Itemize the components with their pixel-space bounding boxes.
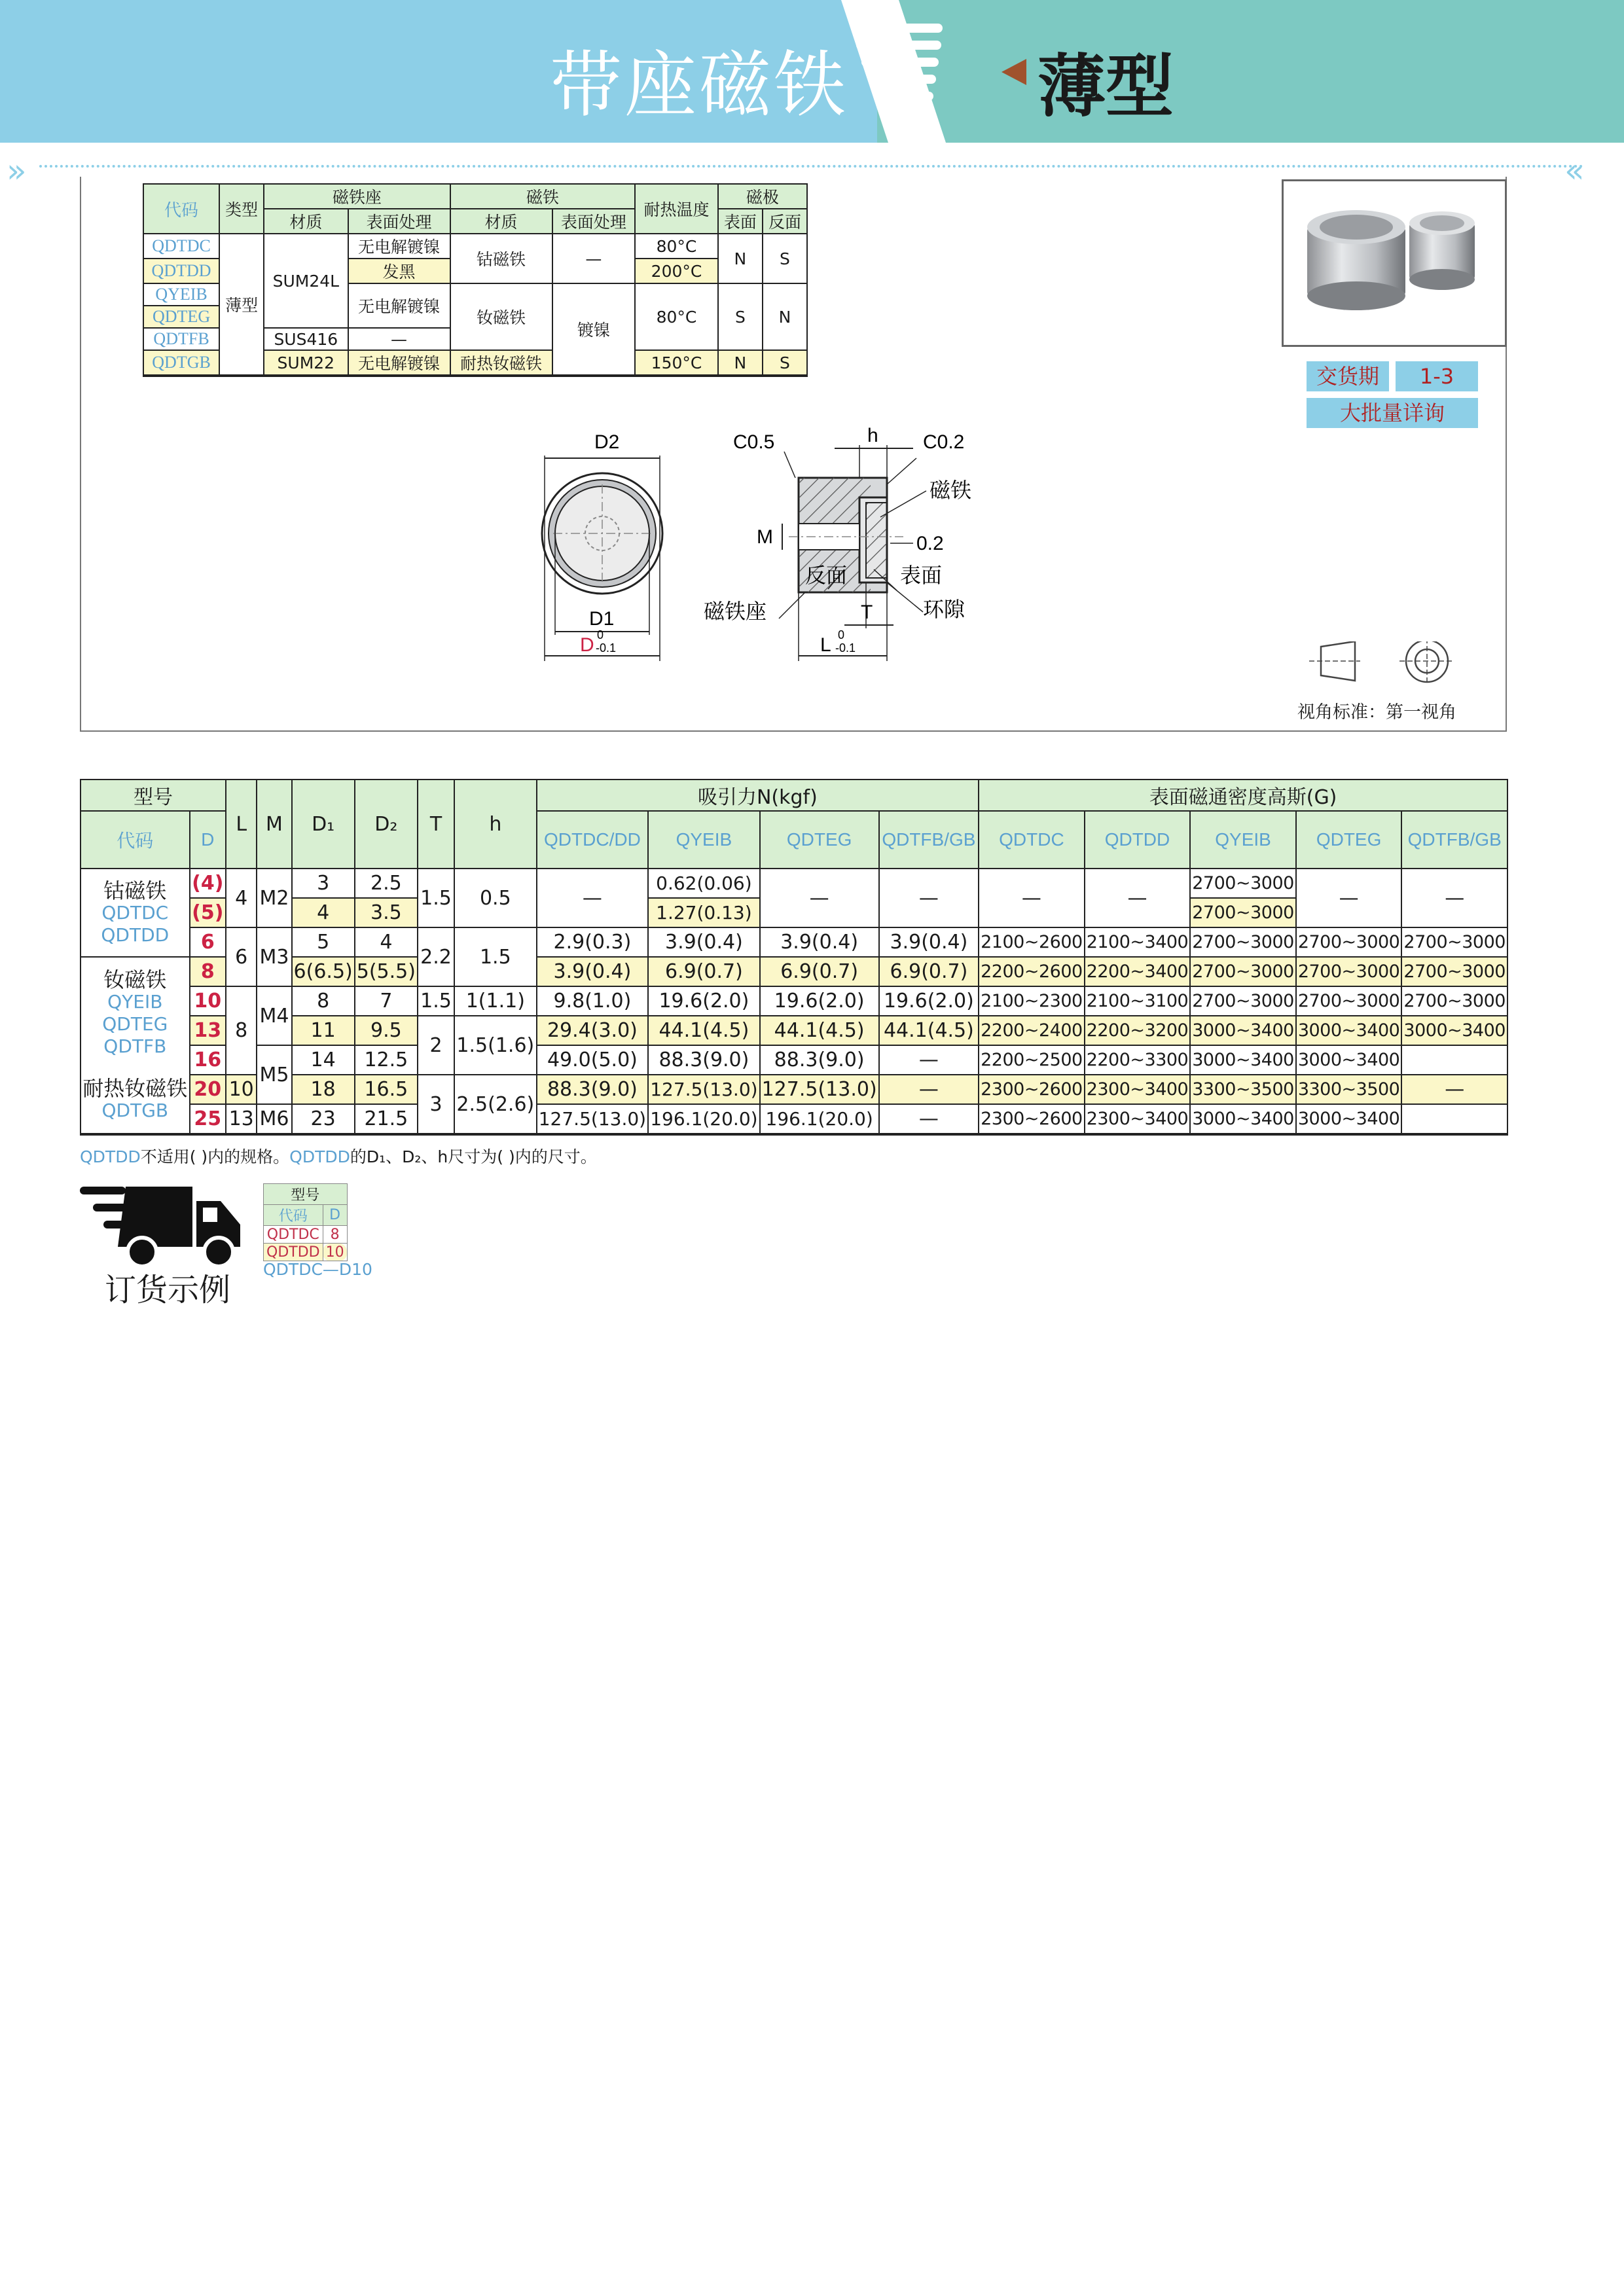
row-flux: 2700~3000 — [1401, 986, 1507, 1016]
spec-header-type: 类型 — [219, 184, 264, 234]
order-mini-code-header: 代码 — [264, 1205, 323, 1226]
group-cobalt — [81, 869, 190, 957]
spec-magnet-surface: — — [552, 234, 636, 283]
spec-header-pole: 磁极 — [718, 184, 807, 209]
row-m: M5 — [257, 1045, 291, 1104]
header-m: M — [257, 780, 291, 869]
row-m: M4 — [257, 986, 291, 1045]
row-flux: 2200~2600 — [979, 957, 1085, 986]
spec-pole-surface: S — [718, 283, 763, 350]
spec-seat-material: SUS416 — [264, 328, 348, 350]
header-flux-col: QDTDD — [1085, 811, 1191, 869]
label-d: D — [580, 634, 594, 656]
row-flux: — — [1401, 1075, 1507, 1104]
row-d: 10 — [190, 986, 226, 1016]
main-spec-table — [80, 779, 1508, 1136]
row-force: — — [879, 1075, 979, 1104]
spec-pole-back: S — [763, 234, 807, 283]
row-d2: 2.5 — [355, 869, 418, 898]
row-t: 2 — [418, 1016, 454, 1075]
header-flux-col: QDTFB/GB — [1401, 811, 1507, 869]
row-force: — — [879, 1045, 979, 1075]
row-d: 8 — [190, 957, 226, 986]
footnote-text: 不适用( )内的规格。 — [140, 1147, 290, 1166]
row-force: 88.3(9.0) — [648, 1045, 759, 1075]
row-d: 13 — [190, 1016, 226, 1045]
spec-code: QDTDC — [143, 234, 219, 259]
row-flux: — — [979, 869, 1085, 927]
delivery-value: 1-3 — [1396, 361, 1478, 391]
row-d2: 12.5 — [355, 1045, 418, 1075]
table-footnote — [80, 1144, 597, 1168]
row-force: — — [879, 869, 979, 927]
header-d: D — [190, 811, 226, 869]
spec-header-code: 代码 — [143, 184, 219, 234]
order-mini-header: 型号 — [264, 1184, 348, 1205]
row-d2: 3.5 — [355, 898, 418, 927]
header-l: L — [226, 780, 257, 869]
bulk-inquiry-label: 大批量详询 — [1307, 398, 1478, 428]
row-t: 3 — [418, 1075, 454, 1134]
row-force: — — [537, 869, 649, 927]
spec-seat-surface: 发黑 — [348, 259, 450, 283]
row-d: 16 — [190, 1045, 226, 1075]
row-flux: 2100~3100 — [1085, 986, 1191, 1016]
order-mini-d-header: D — [323, 1205, 347, 1226]
header-force-col: QDTFB/GB — [879, 811, 979, 869]
spec-magnet-surface: 镀镍 — [552, 283, 636, 376]
row-force: 0.62(0.06) — [648, 869, 759, 898]
delivery-label: 交货期 — [1307, 361, 1389, 391]
view-standard-label: 视角标准：第一视角 — [1297, 702, 1456, 723]
triangle-pointer-icon — [1001, 59, 1026, 85]
row-flux: 2200~3400 — [1085, 957, 1191, 986]
label-l-tol-bot: -0.1 — [835, 641, 856, 655]
header-force-col: QDTDC/DD — [537, 811, 649, 869]
chevron-left-icon: « — [1564, 152, 1585, 190]
row-flux: — — [1401, 869, 1507, 927]
spec-temp: 200°C — [635, 259, 718, 283]
row-force: 19.6(2.0) — [648, 986, 759, 1016]
row-d2: 7 — [355, 986, 418, 1016]
header-flux-col: QDTEG — [1296, 811, 1402, 869]
label-clearance: 环隙 — [923, 598, 965, 621]
row-h: 1.5 — [454, 927, 537, 986]
row-l: 8 — [226, 986, 257, 1075]
footnote-code: QDTDD — [289, 1147, 350, 1166]
footnote-text: 的D₁、D₂、h尺寸为( )内的尺寸。 — [350, 1147, 597, 1166]
row-flux: 2300~2600 — [979, 1075, 1085, 1104]
row-flux: 2200~2400 — [979, 1016, 1085, 1045]
row-flux: 2700~3000 — [1296, 927, 1402, 957]
row-flux: 2700~3000 — [1190, 957, 1296, 986]
row-d2: 16.5 — [355, 1075, 418, 1104]
label-d2: D2 — [594, 431, 620, 453]
row-flux: 3000~3400 — [1190, 1016, 1296, 1045]
row-d: 6 — [190, 927, 226, 957]
header-force-col: QDTEG — [760, 811, 879, 869]
spec-temp: 150°C — [635, 350, 718, 376]
technical-drawing — [537, 419, 1021, 681]
row-d: 25 — [190, 1104, 226, 1134]
spec-header-pole-surface: 表面 — [718, 209, 763, 234]
group-code: QDTGB — [101, 1100, 169, 1121]
spec-header-magnet-surface: 表面处理 — [552, 209, 636, 234]
row-d1: 11 — [292, 1016, 355, 1045]
label-t: T — [861, 601, 873, 623]
spec-temp: 80°C — [635, 234, 718, 259]
label-d-tol-top: 0 — [597, 628, 604, 641]
spec-code: QDTDD — [143, 259, 219, 283]
row-force: 9.8(1.0) — [537, 986, 649, 1016]
spec-header-magnet-material: 材质 — [450, 209, 552, 234]
row-flux: 3300~3500 — [1296, 1075, 1402, 1104]
row-force: 3.9(0.4) — [879, 927, 979, 957]
row-t: 1.5 — [418, 986, 454, 1016]
spec-header-seat-material: 材质 — [264, 209, 348, 234]
footnote-code: QDTDD — [80, 1147, 141, 1166]
spec-seat-surface: — — [348, 328, 450, 350]
row-d2: 4 — [355, 927, 418, 957]
spec-magnet-material: 钴磁铁 — [450, 234, 552, 283]
row-force: 88.3(9.0) — [760, 1045, 879, 1075]
group-code: QDTDC — [101, 901, 169, 924]
row-d2: 21.5 — [355, 1104, 418, 1134]
spec-type: 薄型 — [219, 234, 264, 376]
row-flux: 3000~3400 — [1190, 1045, 1296, 1075]
row-d1: 4 — [292, 898, 355, 927]
row-force: 29.4(3.0) — [537, 1016, 649, 1045]
label-h: h — [867, 425, 878, 446]
label-d-tol-bot: -0.1 — [596, 641, 617, 655]
row-d: 20 — [190, 1075, 226, 1104]
spec-pole-back: S — [763, 350, 807, 376]
row-force: 196.1(20.0) — [760, 1104, 879, 1134]
row-flux: 2300~3400 — [1085, 1075, 1191, 1104]
spec-code: QYEIB — [143, 283, 219, 306]
group-neodymium — [81, 957, 190, 1134]
header-d1: D₁ — [292, 780, 355, 869]
chevron-right-icon: » — [7, 152, 27, 190]
row-h: 1.5(1.6) — [454, 1016, 537, 1075]
spec-header-pole-back: 反面 — [763, 209, 807, 234]
row-d: (4) — [190, 869, 226, 898]
row-flux: 3000~3400 — [1401, 1016, 1507, 1045]
row-flux: 2100~3400 — [1085, 927, 1191, 957]
row-force: 6.9(0.7) — [648, 957, 759, 986]
label-c02: C0.2 — [923, 431, 965, 453]
group-code: QDTDD — [101, 924, 170, 946]
row-l: 4 — [226, 869, 257, 927]
row-h: 0.5 — [454, 869, 537, 927]
order-mini-d: 8 — [323, 1226, 347, 1244]
row-force: 44.1(4.5) — [648, 1016, 759, 1045]
row-m: M6 — [257, 1104, 291, 1134]
row-force: 49.0(5.0) — [537, 1045, 649, 1075]
order-mini-code: QDTDC — [264, 1226, 323, 1244]
header-h: h — [454, 780, 537, 869]
magnet-photo-illustration — [1284, 181, 1505, 345]
header-force: 吸引力N(kgf) — [537, 780, 979, 811]
row-flux: 2700~3000 — [1401, 957, 1507, 986]
row-flux: 2300~3400 — [1085, 1104, 1191, 1134]
label-l-tol-top: 0 — [838, 628, 845, 641]
group-name: 钴磁铁 — [103, 878, 167, 903]
row-flux: 2700~3000 — [1401, 927, 1507, 957]
row-force: — — [879, 1104, 979, 1134]
row-m: M3 — [257, 927, 291, 986]
label-gap-value: 0.2 — [916, 533, 944, 554]
row-flux: 3000~3400 — [1296, 1045, 1402, 1075]
row-t: 2.2 — [418, 927, 454, 986]
header-flux: 表面磁通密度高斯(G) — [979, 780, 1507, 811]
spec-pole-back: N — [763, 283, 807, 350]
row-h: 1(1.1) — [454, 986, 537, 1016]
group-name: 耐热钕磁铁 — [82, 1076, 188, 1101]
row-flux: 2700~3000 — [1296, 957, 1402, 986]
row-d1: 3 — [292, 869, 355, 898]
group-code: QDTEG — [102, 1013, 168, 1035]
header-model: 型号 — [81, 780, 226, 811]
product-photo — [1282, 179, 1507, 347]
order-mini-code: QDTDD — [264, 1244, 323, 1261]
order-example-table — [263, 1183, 348, 1261]
row-flux: 2700~3000 — [1190, 898, 1296, 927]
spec-header-seat: 磁铁座 — [264, 184, 450, 209]
spec-seat-material: SUM22 — [264, 350, 348, 376]
row-d1: 5 — [292, 927, 355, 957]
row-flux — [1401, 1104, 1507, 1134]
row-flux: 2700~3000 — [1190, 927, 1296, 957]
row-l: 13 — [226, 1104, 257, 1134]
row-force: 44.1(4.5) — [760, 1016, 879, 1045]
header-flux-col: QDTDC — [979, 811, 1085, 869]
spec-seat-surface: 无电解镀镍 — [348, 283, 450, 328]
row-flux: 2700~3000 — [1296, 986, 1402, 1016]
row-force: 196.1(20.0) — [648, 1104, 759, 1134]
spec-code: QDTFB — [143, 328, 219, 350]
row-h: 2.5(2.6) — [454, 1075, 537, 1134]
side-view — [704, 425, 971, 661]
spec-temp: 80°C — [635, 283, 718, 350]
spec-seat-surface: 无电解镀镍 — [348, 234, 450, 259]
order-mini-d: 10 — [323, 1244, 347, 1261]
header-d2: D₂ — [355, 780, 418, 869]
row-force: 3.9(0.4) — [537, 957, 649, 986]
row-force: 127.5(13.0) — [648, 1075, 759, 1104]
label-magnet: 磁铁 — [929, 478, 972, 502]
header-band-right — [877, 0, 1624, 143]
spec-code: QDTEG — [143, 306, 219, 328]
header-code: 代码 — [81, 811, 190, 869]
row-flux — [1401, 1045, 1507, 1075]
row-flux: 2100~2300 — [979, 986, 1085, 1016]
spec-seat-material: SUM24L — [264, 234, 348, 328]
row-flux: 2700~3000 — [1190, 986, 1296, 1016]
front-view — [542, 431, 662, 661]
row-force: 44.1(4.5) — [879, 1016, 979, 1045]
row-flux: 2200~2500 — [979, 1045, 1085, 1075]
label-surface: 表面 — [900, 564, 943, 587]
page-subtitle: 薄型 — [1038, 46, 1174, 126]
group-code: QDTFB — [103, 1035, 167, 1057]
row-force: — — [760, 869, 879, 927]
label-back: 反面 — [805, 564, 848, 587]
page-title: 带座磁铁 — [550, 43, 848, 127]
header-stripes-decoration — [851, 24, 943, 122]
row-flux: 3000~3400 — [1296, 1104, 1402, 1134]
header-t: T — [418, 780, 454, 869]
label-l: L — [820, 634, 831, 656]
spec-header-heat: 耐热温度 — [635, 184, 718, 234]
group-code: QYEIB — [107, 991, 163, 1013]
row-force: 6.9(0.7) — [879, 957, 979, 986]
row-flux: 2300~2600 — [979, 1104, 1085, 1134]
spec-table — [143, 183, 808, 377]
row-force: 19.6(2.0) — [879, 986, 979, 1016]
page-header — [0, 0, 1624, 143]
label-seat: 磁铁座 — [704, 600, 767, 623]
spec-pole-surface: N — [718, 234, 763, 283]
row-l: 6 — [226, 927, 257, 986]
spec-pole-surface: N — [718, 350, 763, 376]
order-example-code: QDTDC—D10 — [263, 1260, 372, 1279]
row-m: M2 — [257, 869, 291, 927]
order-example-label: 订货示例 — [105, 1272, 231, 1308]
header-flux-col: QYEIB — [1190, 811, 1296, 869]
row-d1: 8 — [292, 986, 355, 1016]
spec-header-magnet: 磁铁 — [450, 184, 636, 209]
row-d2: 5(5.5) — [355, 957, 418, 986]
row-d2: 9.5 — [355, 1016, 418, 1045]
row-flux: 2100~2600 — [979, 927, 1085, 957]
row-d1: 6(6.5) — [292, 957, 355, 986]
row-flux: — — [1296, 869, 1402, 927]
row-force: 6.9(0.7) — [760, 957, 879, 986]
row-d1: 23 — [292, 1104, 355, 1134]
row-flux: 2200~3200 — [1085, 1016, 1191, 1045]
row-flux: 3000~3400 — [1190, 1104, 1296, 1134]
dotted-divider — [39, 165, 1584, 168]
label-d1: D1 — [589, 608, 615, 630]
row-force: 88.3(9.0) — [537, 1075, 649, 1104]
row-force: 127.5(13.0) — [760, 1075, 879, 1104]
delivery-truck-icon — [80, 1181, 244, 1273]
label-m: M — [757, 526, 773, 548]
header-force-col: QYEIB — [648, 811, 759, 869]
spec-magnet-material: 耐热钕磁铁 — [450, 350, 552, 376]
row-force: 3.9(0.4) — [648, 927, 759, 957]
row-force: 19.6(2.0) — [760, 986, 879, 1016]
row-force: 1.27(0.13) — [648, 898, 759, 927]
row-flux: 2200~3300 — [1085, 1045, 1191, 1075]
label-c05: C0.5 — [733, 431, 775, 453]
row-force: 2.9(0.3) — [537, 927, 649, 957]
row-force: 127.5(13.0) — [537, 1104, 649, 1134]
spec-seat-surface: 无电解镀镍 — [348, 350, 450, 376]
row-flux: 3300~3500 — [1190, 1075, 1296, 1104]
spec-code: QDTGB — [143, 350, 219, 376]
spec-header-seat-surface: 表面处理 — [348, 209, 450, 234]
row-force: 3.9(0.4) — [760, 927, 879, 957]
row-d: (5) — [190, 898, 226, 927]
row-flux: 2700~3000 — [1190, 869, 1296, 898]
row-flux: — — [1085, 869, 1191, 927]
row-d1: 14 — [292, 1045, 355, 1075]
row-t: 1.5 — [418, 869, 454, 927]
row-l: 10 — [226, 1075, 257, 1104]
row-d1: 18 — [292, 1075, 355, 1104]
group-name: 钕磁铁 — [103, 967, 167, 992]
row-flux: 3000~3400 — [1296, 1016, 1402, 1045]
spec-magnet-material: 钕磁铁 — [450, 283, 552, 350]
